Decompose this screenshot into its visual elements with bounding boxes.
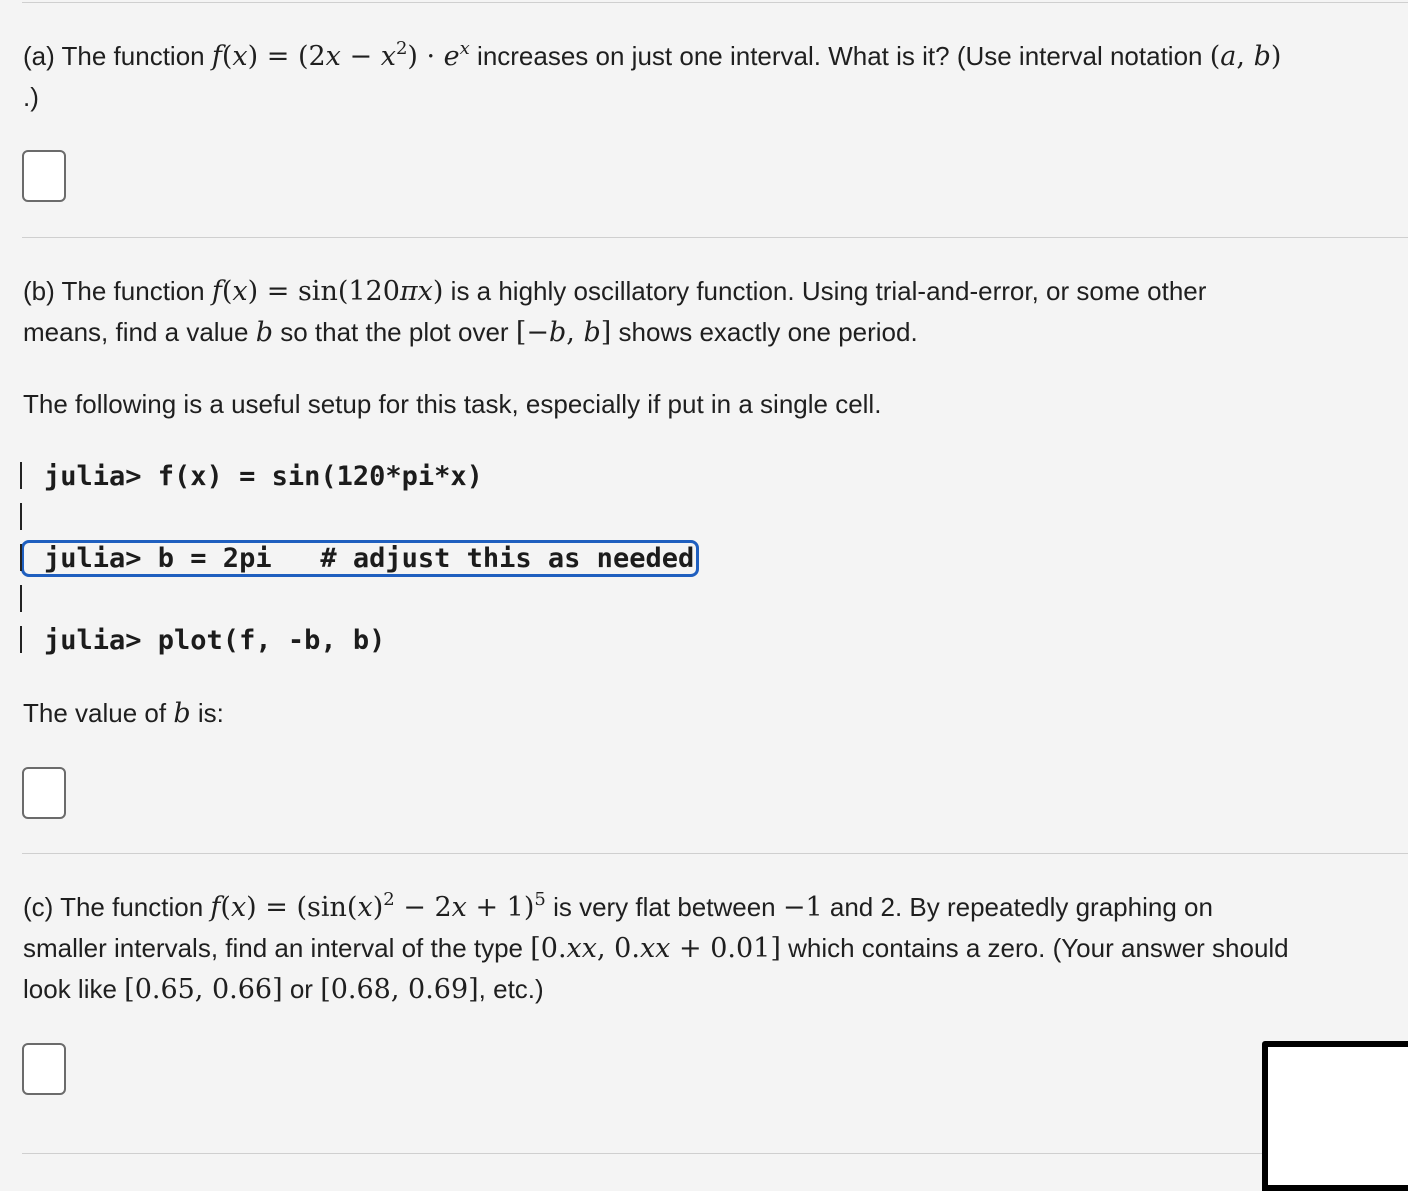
interval-neg-b-b: [−b, b] — [515, 317, 612, 348]
code-bar — [20, 544, 22, 571]
answer-a-input[interactable] — [22, 150, 66, 202]
question-b-math: f(x) = sin(120πx) — [211, 276, 444, 307]
interval-notation-example: (a, b) — [1209, 41, 1282, 72]
example-interval-1: [0.65, 0.66] — [124, 974, 283, 1005]
question-c-text-after-1: is very flat between — [545, 892, 783, 922]
code-line-5-text: julia> plot(f, -b, b) — [44, 625, 386, 656]
value-prompt-start: The value of — [23, 698, 174, 728]
code-bar — [20, 585, 22, 612]
question-c-line2-start: smaller intervals, find an interval of the type — [23, 933, 531, 963]
question-b-text — [23, 271, 1396, 353]
question-b-line2-end: shows exactly one period. — [611, 317, 918, 347]
question-a-prefix: (a) The function — [23, 41, 212, 71]
value-prompt-end: is: — [190, 698, 224, 728]
divider-b-c — [22, 853, 1408, 854]
code-line-3-text[interactable]: julia> b = 2pi # adjust this as needed — [24, 543, 696, 574]
neg-one: −1 — [782, 892, 823, 923]
question-a-line2: .) — [23, 82, 39, 112]
code-line-1 — [20, 456, 696, 497]
question-b-text-after: is a highly oscillatory function. Using trial-and-error, or some other — [443, 276, 1207, 306]
corner-overlay-panel[interactable] — [1262, 1041, 1408, 1191]
question-b-line2-start: means, find a value — [23, 317, 256, 347]
bottom-divider — [22, 1153, 1262, 1154]
question-c-text — [23, 887, 1396, 1010]
julia-code-block — [20, 456, 696, 661]
question-b-prefix: (b) The function — [23, 276, 212, 306]
answer-c-input[interactable] — [22, 1043, 66, 1095]
setup-text — [23, 384, 1396, 425]
example-interval-2: [0.68, 0.69] — [320, 974, 479, 1005]
divider-a-b — [22, 237, 1408, 238]
question-c-line2-end: which contains a zero. (Your answer should — [780, 933, 1289, 963]
value-prompt — [23, 693, 1396, 734]
code-line-3-selected[interactable] — [20, 538, 696, 579]
answer-b-input[interactable] — [22, 767, 66, 819]
code-line-1-text: julia> f(x) = sin(120*pi*x) — [44, 461, 483, 492]
code-line-2 — [20, 497, 696, 538]
variable-b: b — [255, 317, 273, 348]
top-divider — [22, 2, 1408, 3]
question-a-text — [23, 36, 1396, 118]
question-a-math: $f(x) = (2x - x^2) \cdot e^x$ — [211, 38, 470, 72]
value-prompt-var: b — [173, 698, 191, 729]
question-a-text-after: increases on just one interval. What is it? (Use interval notation — [469, 41, 1210, 71]
interval-type: [0.xx, 0.xx + 0.01] — [530, 933, 781, 964]
code-bar — [20, 503, 22, 530]
code-bar — [20, 626, 22, 653]
code-line-5 — [20, 620, 696, 661]
setup-sentence: The following is a useful setup for this task, especially if put in a single cell. — [23, 389, 882, 419]
question-c-line3-start: look like — [23, 974, 125, 1004]
code-line-4 — [20, 579, 696, 620]
question-c-math: $f(x) = (\sin(x)^2 - 2x + 1)^5$ — [210, 889, 546, 923]
question-c-prefix: (c) The function — [23, 892, 211, 922]
code-bar — [20, 462, 22, 489]
question-c-text-after-2: and 2. By repeatedly graphing on — [822, 892, 1213, 922]
question-b-line2-mid: so that the plot over — [273, 317, 516, 347]
question-c-line3-or: or — [282, 974, 321, 1004]
question-c-line3-end: , etc.) — [478, 974, 544, 1004]
